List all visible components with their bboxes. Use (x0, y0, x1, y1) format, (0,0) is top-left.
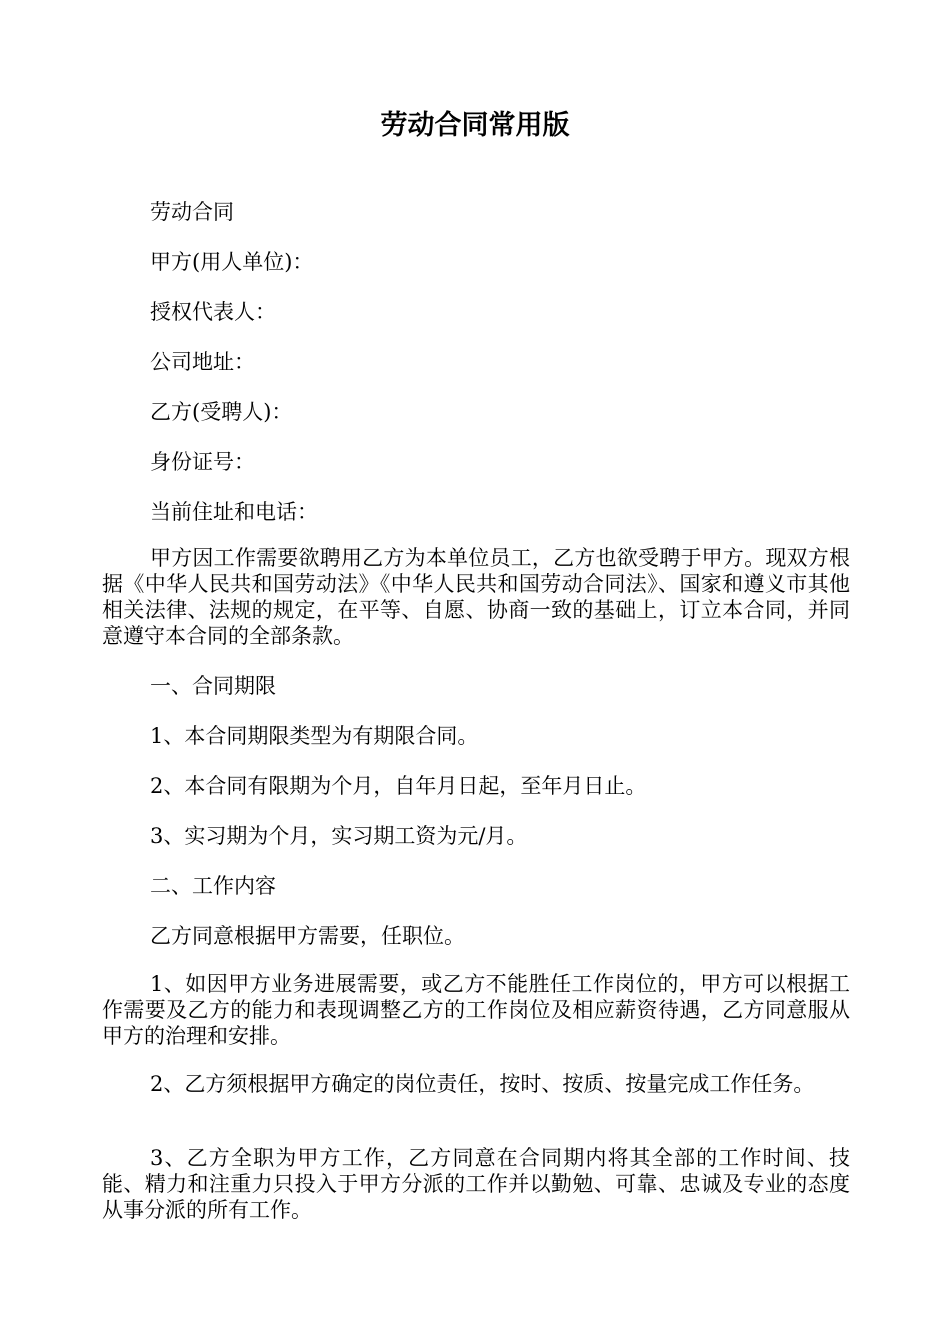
work-paragraph: 2、乙方须根据甲方确定的岗位责任，按时、按质、按量完成工作任务。 (150, 1072, 815, 1096)
id-number-field: 身份证号： (150, 450, 255, 474)
contract-label: 劳动合同 (150, 200, 234, 224)
section-heading-term: 一、合同期限 (150, 674, 276, 698)
intro-paragraph: 甲方因工作需要欲聘用乙方为本单位员工，乙方也欲受聘于甲方。现双方根据《中华人民共和国劳动法》《中华人民共和国劳动合同法》、国家和遵义市其他相关法律、法规的规定，在平等、自愿、协商一致的基础上，订立本合同，并同意遵守本合同的全部条款。 (102, 546, 850, 648)
work-paragraph: 1、如因甲方业务进展需要，或乙方不能胜任工作岗位的，甲方可以根据工作需要及乙方的能力和表现调整乙方的工作岗位及相应薪资待遇，乙方同意服从甲方的治理和安排。 (102, 972, 850, 1048)
document-title: 劳动合同常用版 (380, 110, 570, 141)
address-phone-field: 当前住址和电话： (150, 500, 318, 524)
section-heading-work-content: 二、工作内容 (150, 874, 276, 898)
company-address-field: 公司地址： (150, 350, 255, 374)
term-item: 3、实习期为个月，实习期工资为元/月。 (150, 824, 528, 848)
position-line: 乙方同意根据甲方需要，任职位。 (150, 924, 465, 948)
term-item: 1、本合同期限类型为有期限合同。 (150, 724, 479, 748)
term-item: 2、本合同有限期为个月，自年月日起，至年月日止。 (150, 774, 647, 798)
party-a-field: 甲方(用人单位)： (150, 250, 314, 274)
work-paragraph: 3、乙方全职为甲方工作，乙方同意在合同期内将其全部的工作时间、技能、精力和注重力只投入于甲方分派的工作并以勤勉、可靠、忠诚及专业的态度从事分派的所有工作。 (102, 1146, 850, 1222)
authorized-representative-field: 授权代表人： (150, 300, 276, 324)
party-b-field: 乙方(受聘人)： (150, 400, 293, 424)
